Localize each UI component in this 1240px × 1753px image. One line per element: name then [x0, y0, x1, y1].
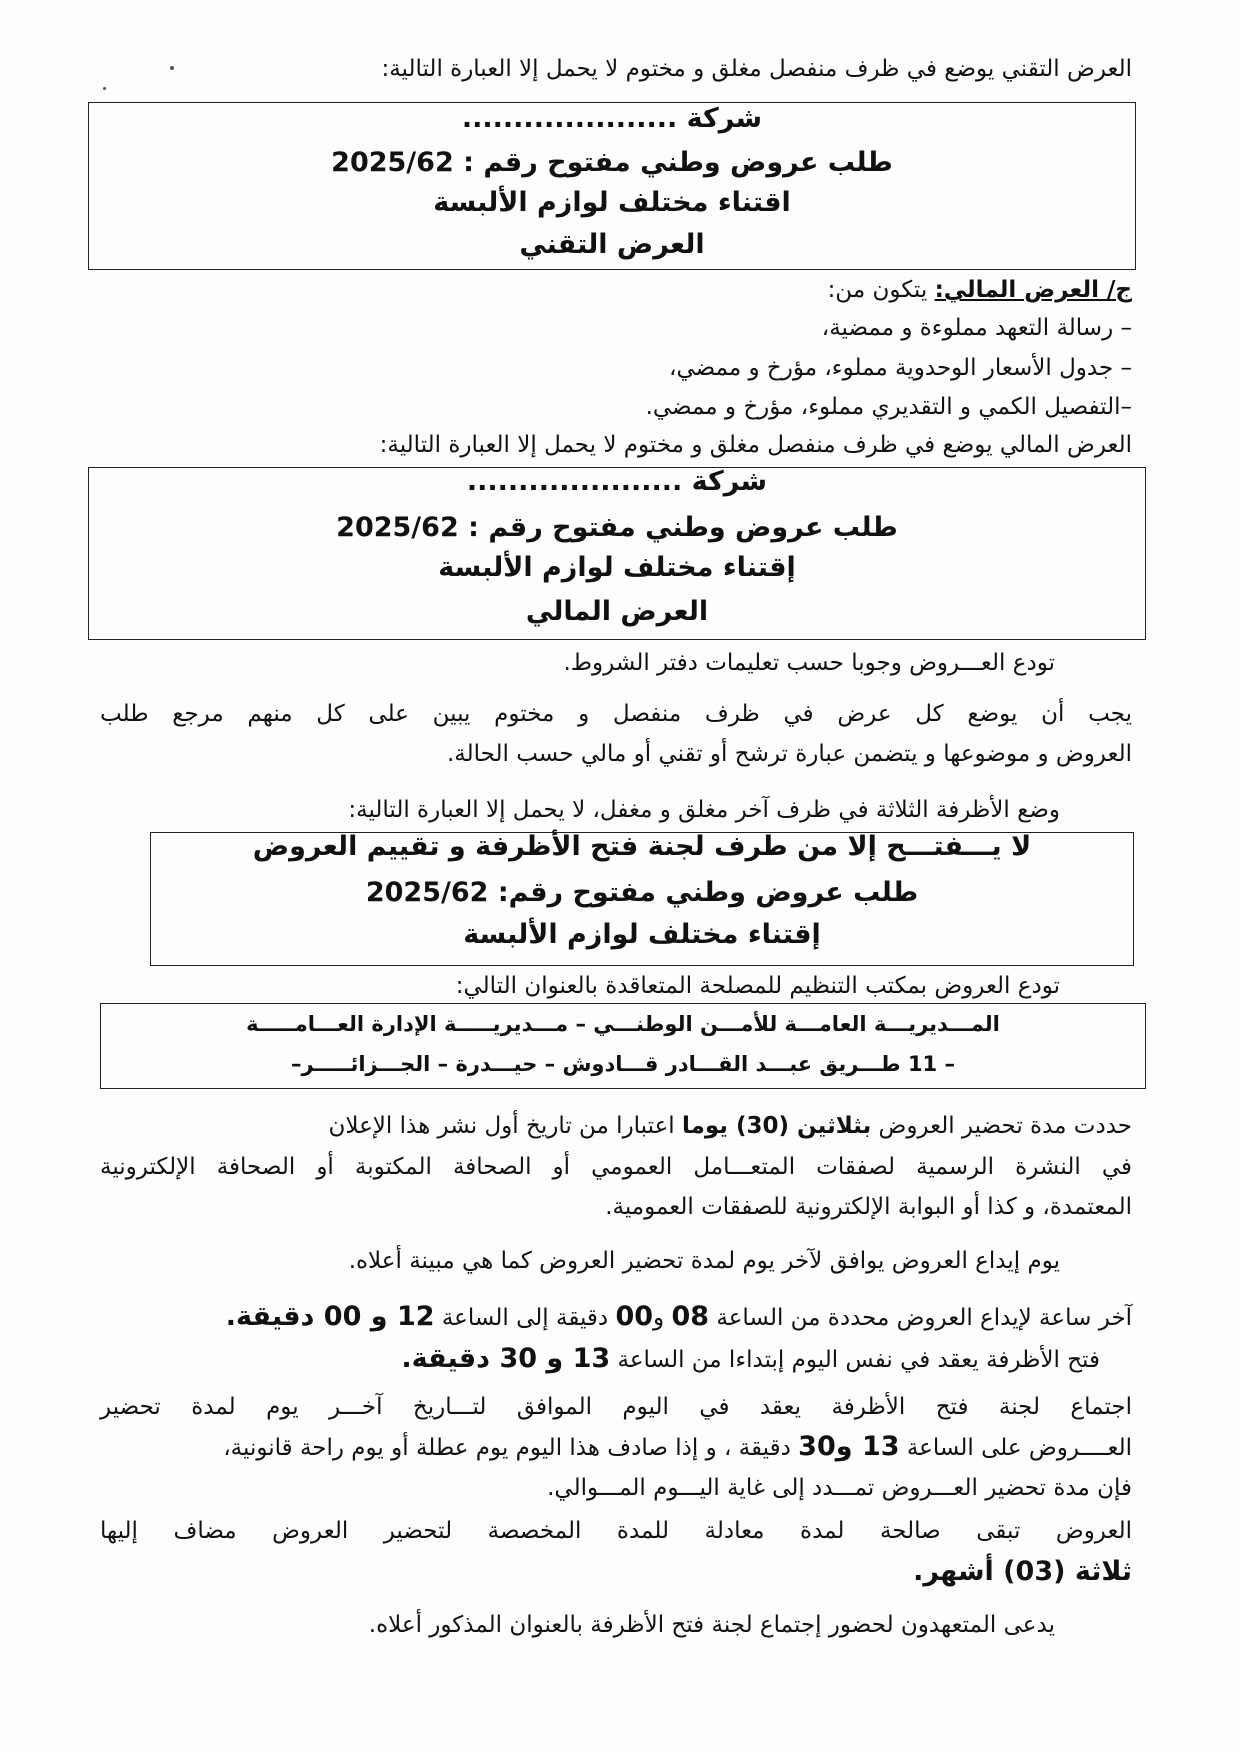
company-line: شركة ..................... [461, 103, 763, 134]
financial-envelope-box [88, 467, 1146, 640]
do-not-open-line: لا يـــفتـــح إلا من طرف لجنة فتح الأظرفة و تقييم العروض [252, 831, 1032, 862]
opening-time [401, 1342, 1100, 1377]
financial-offer-label: ج/ العرض المالي: [934, 277, 1132, 303]
meeting-line3: فإن مدة تحضير العـــروض تمـــدد إلى غاية اليـــوم المـــوالي. [547, 1475, 1132, 1501]
deposit-day: يوم إيداع العروض يوافق لآخر يوم لمدة تحضير العروض كما هي مبينة أعلاه. [348, 1248, 1060, 1274]
timing-text: و [653, 1305, 672, 1331]
tender-subject: إقتناء مختلف لوازم الألبسة [463, 919, 821, 950]
submission-rule: تودع العـــروض وجوبا حسب تعليمات دفتر الشروط. [563, 650, 1055, 676]
tender-subject: اقتناء مختلف لوازم الألبسة [433, 187, 791, 218]
meeting-line2 [223, 1430, 1132, 1465]
tender-number: طلب عروض وطني مفتوح رقم : 2025/62 [336, 512, 898, 543]
envelope-rule-line2: العروض و موضوعها و يتضمن عبارة ترشح أو تقني أو مالي حسب الحالة. [447, 741, 1132, 767]
start-hour: 08 [671, 1301, 710, 1332]
preparation-duration: بثلاثين (30) يوما [682, 1113, 872, 1139]
invitation: يدعى المتعهدون لحضور إجتماع لجنة فتح الأظرفة بالعنوان المذكور أعلاه. [368, 1612, 1055, 1638]
last-deposit-hour [226, 1300, 1132, 1335]
timing-text: دقيقة إلى الساعة [434, 1305, 616, 1331]
timing-text: العــــروض على الساعة [899, 1435, 1132, 1461]
validity-line1: العروض تبقى صالحة لمدة معادلة للمدة المخصصة لتحضير العروض مضاف إليها [100, 1518, 1132, 1544]
outer-envelope-box [150, 832, 1134, 966]
envelope-rule-line1: يجب أن يوضع كل عرض في ظرف منفصل و مختوم يبين على كل منهم مرجع طلب [100, 701, 1132, 727]
consists-of-text: يتكون من: [827, 277, 935, 303]
company-line: شركة ..................... [466, 466, 768, 497]
financial-offer-intro: العرض المالي يوضع في ظرف منفصل مغلق و مختوم لا يحمل إلا العبارة التالية: [379, 432, 1132, 458]
tender-number: طلب عروض وطني مفتوح رقم: 2025/62 [365, 877, 919, 908]
validity-line2: ثلاثة (03) أشهر. [913, 1556, 1132, 1587]
opening-hour: 13 و 30 دقيقة. [401, 1343, 611, 1374]
address-line1: المـــديريـــة العامـــة للأمـــن الوطنـــي – مـــديريـــــة الإدارة العـــامـــــة [246, 1012, 1000, 1036]
timing-text: فتح الأظرفة يعقد في نفس اليوم إبتداءا من الساعة [610, 1347, 1100, 1373]
tender-subject: إقتناء مختلف لوازم الألبسة [438, 552, 796, 583]
preparation-text: حددت مدة تحضير العروض [871, 1113, 1132, 1139]
financial-offer-heading [828, 273, 1132, 307]
preparation-period-line1 [328, 1109, 1132, 1143]
meeting-line1: اجتماع لجنة فتح الأظرفة يعقد في اليوم الموافق لتـــاريخ آخـــر يوم لمدة تحضير [100, 1394, 1132, 1420]
timing-text: دقيقة ، و إذا صادف هذا اليوم يوم عطلة أو يوم راحة قانونية، [223, 1435, 799, 1461]
technical-offer-intro: العرض التقني يوضع في ظرف منفصل مغلق و مختوم لا يحمل إلا العبارة التالية: [381, 56, 1132, 82]
technical-envelope-box [88, 102, 1136, 270]
preparation-period-line2: في النشرة الرسمية لصفقات المتعـــامل العمومي أو الصحافة المكتوبة أو الصحافة الإلكترونية [100, 1154, 1132, 1180]
timing-text: آخر ساعة لإيداع العروض محددة من الساعة [709, 1305, 1132, 1331]
start-minute: 00 [615, 1301, 654, 1332]
three-envelopes-rule: وضع الأظرفة الثلاثة في ظرف آخر مغلق و مغفل، لا يحمل إلا العبارة التالية: [348, 797, 1060, 823]
preparation-period-line3: المعتمدة، و كذا أو البوابة الإلكترونية للصفقات العمومية. [605, 1194, 1132, 1220]
offer-type-label: العرض التقني [519, 229, 705, 260]
address-intro: تودع العروض بمكتب التنظيم للمصلحة المتعاقدة بالعنوان التالي: [455, 973, 1060, 999]
meeting-hour: 13 و30 [798, 1431, 900, 1462]
scan-speck [103, 87, 106, 90]
end-time: 12 و 00 دقيقة. [225, 1301, 435, 1332]
preparation-text: اعتبارا من تاريخ أول نشر هذا الإعلان [328, 1113, 682, 1139]
address-box [100, 1003, 1146, 1089]
list-item: – رسالة التعهد مملوءة و ممضية، [821, 315, 1132, 341]
list-item: –التفصيل الكمي و التقديري مملوء، مؤرخ و ممضي. [645, 394, 1132, 420]
address-line2: – 11 طـــريق عبـــد القـــادر قـــادوش – حيـــدرة – الجـــزائـــــر– [291, 1052, 955, 1076]
list-item: – جدول الأسعار الوحدوية مملوء، مؤرخ و ممضي، [669, 355, 1132, 381]
tender-number: طلب عروض وطني مفتوح رقم : 2025/62 [331, 147, 893, 178]
scan-speck [170, 66, 174, 70]
offer-type-label: العرض المالي [525, 596, 709, 627]
